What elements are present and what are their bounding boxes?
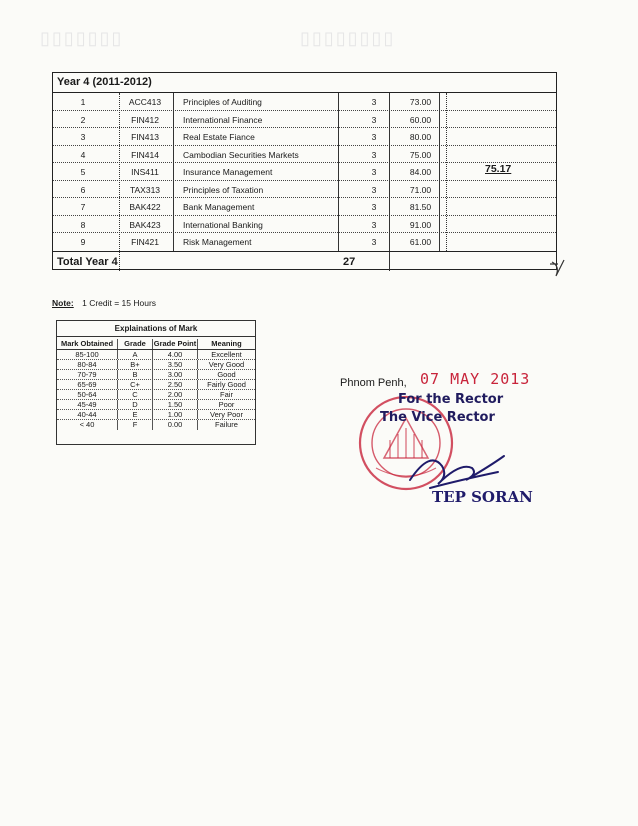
marks-rows [57,350,255,430]
header-grade-point: Grade Point [153,339,197,348]
note-text: 1 Credit = 15 Hours [82,298,157,308]
course-mark: 91.00 [409,219,432,230]
column-divider [119,93,120,271]
grade-point: 2.00 [153,390,198,399]
signer-name: TEP SORAN [432,488,533,506]
course-number: 6 [80,184,86,195]
course-subject: Risk Management [183,237,252,247]
column-divider [439,93,440,251]
course-subject: International Banking [183,219,263,230]
mark-range: 40-44 [57,410,118,419]
course-credit: 3 [371,202,377,212]
course-number: 3 [80,132,86,142]
grade: C+ [118,380,153,389]
course-subject: Real Estate Fiance [183,132,255,142]
course-subject: Bank Management [183,202,255,212]
note-label: Note: [52,298,74,308]
mark-range: 85-100 [57,350,118,359]
column-divider [389,93,390,271]
marks-row [57,370,255,380]
credit-note [52,298,156,308]
course-number: 9 [80,237,86,247]
course-row [53,181,556,199]
total-credits: 27 [343,256,356,268]
course-code: ACC413 [128,97,162,107]
course-row [53,146,556,164]
mark-range: 80-84 [57,360,118,369]
issue-place: Phnom Penh, [340,377,407,389]
header-meaning: Meaning [211,339,242,348]
mark-range: 45-49 [57,400,118,409]
marks-table-title: Explainations of Mark [57,321,255,337]
grade: B+ [118,360,153,369]
mark-range: < 40 [57,420,118,430]
course-code: BAK423 [129,219,161,230]
course-number: 5 [80,167,86,177]
course-row [53,163,556,181]
course-row [53,198,556,216]
course-number: 7 [80,202,86,212]
course-row [53,128,556,146]
grade-point: 3.50 [153,360,198,369]
course-number: 8 [80,219,86,230]
mark-explanation-table [56,320,256,445]
handwritten-signature [400,444,510,494]
course-mark: 60.00 [409,114,432,125]
mark-range: 65-69 [57,380,118,389]
meaning: Very Poor [210,410,243,419]
grade-point: 2.50 [153,380,198,389]
grade-point: 4.00 [153,350,198,359]
grade: F [118,420,153,430]
course-mark: 84.00 [409,167,432,177]
check-mark-icon [548,256,570,280]
course-row [53,111,556,129]
meaning: Failure [215,420,238,429]
course-credit: 3 [371,184,377,195]
course-mark: 71.00 [409,184,432,195]
issue-date: 07 MAY 2013 [420,370,531,388]
course-number: 4 [80,149,86,160]
header-grade: Grade [118,339,153,349]
marks-row [57,350,255,360]
grade-point: 1.50 [153,400,198,409]
course-code: FIN413 [131,132,159,142]
course-subject: Principles of Auditing [183,97,262,107]
column-divider [173,93,174,251]
course-code: FIN421 [131,237,159,247]
course-mark: 61.00 [409,237,432,247]
course-mark: 75.00 [409,149,432,160]
mark-range: 70-79 [57,370,118,379]
header-mark-obtained: Mark Obtained [57,339,118,349]
course-credit: 3 [371,97,377,107]
course-row [53,233,556,251]
meaning: Poor [218,400,235,409]
course-code: INS411 [131,167,159,177]
course-code: BAK422 [129,202,161,212]
grade: E [118,410,153,419]
marks-row [57,410,255,420]
course-subject: Cambodian Securities Markets [183,149,299,160]
course-rows [53,93,556,251]
course-mark: 80.00 [409,132,432,142]
meaning: Fairly Good [207,380,246,389]
grade: A [118,350,153,359]
faint-bleed-through-header: ▯▯▯▯▯▯▯ ▯▯▯▯▯▯▯▯ [40,28,396,48]
meaning: Very Good [208,360,245,369]
course-number: 2 [80,114,86,125]
marks-row [57,390,255,400]
year-4-table [52,72,557,270]
marks-row [57,380,255,390]
grade-point: 1.00 [153,410,198,419]
meaning: Excellent [211,350,242,359]
course-mark: 81.50 [409,202,432,212]
average-mark: 75.17 [485,163,512,175]
grade-point: 3.00 [153,370,198,379]
course-credit: 3 [371,132,377,142]
course-subject: Principles of Taxation [183,184,264,195]
course-subject: International Finance [183,114,263,125]
marks-row [57,400,255,410]
course-credit: 3 [371,219,377,230]
course-mark: 73.00 [409,97,432,107]
grade: B [118,370,153,379]
meaning: Good [217,370,236,379]
course-credit: 3 [371,149,377,160]
grade: D [118,400,153,409]
course-credit: 3 [371,237,377,247]
for-the-rector: For the Rector [398,392,504,407]
marks-row [57,420,255,430]
grade: C [118,390,153,399]
course-number: 1 [80,97,86,107]
course-code: TAX313 [129,184,161,195]
total-row [53,251,556,271]
meaning: Fair [220,390,233,399]
vice-rector-title: The Vice Rector [380,410,495,425]
course-subject: Insurance Management [183,167,273,177]
course-code: FIN414 [131,149,159,160]
course-row [53,216,556,234]
mark-range: 50-64 [57,390,118,399]
total-label: Total Year 4 [57,256,118,268]
grade-point: 0.00 [153,420,198,430]
course-code: FIN412 [131,114,159,125]
marks-table-header [57,337,255,350]
column-divider [446,93,447,251]
course-credit: 3 [371,167,377,177]
column-divider [338,93,339,251]
year-title: Year 4 (2011-2012) [53,73,556,93]
marks-row [57,360,255,370]
course-credit: 3 [371,114,377,125]
course-row [53,93,556,111]
